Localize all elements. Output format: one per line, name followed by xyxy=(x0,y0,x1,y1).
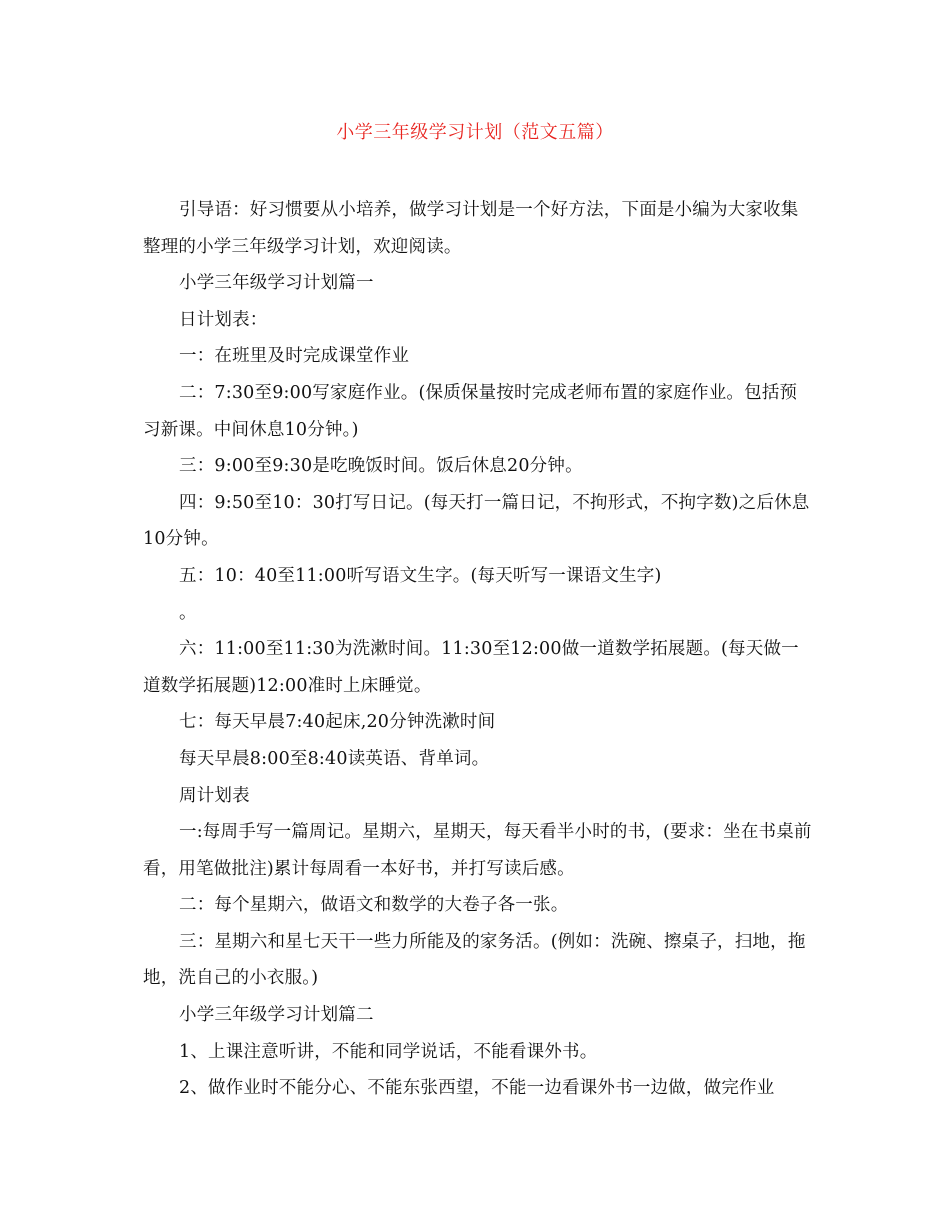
paragraph: 每天早晨8:00至8:40读英语、背单词。 xyxy=(179,748,490,769)
section-heading-2: 小学三年级学习计划篇二 xyxy=(179,1005,374,1026)
paragraph: 三：9:00至9:30是吃晚饭时间。饭后休息20分钟。 xyxy=(179,456,583,477)
paragraph-intro: 引导语：好习惯要从小培养，做学习计划是一个好方法，下面是小编为大家收集整理的小学三年级学习计划，欢迎阅读。 xyxy=(143,200,799,257)
section-heading-1: 小学三年级学习计划篇一 xyxy=(179,273,374,294)
paragraph: 周计划表 xyxy=(179,785,250,806)
paragraph: 五：10：40至11:00听写语文生字。(每天听写一课语文生字) xyxy=(179,565,662,586)
document-title: 小学三年级学习计划（范文五篇） xyxy=(336,122,614,143)
paragraph: 七：每天早晨7:40起床,20分钟洗漱时间 xyxy=(179,712,496,733)
paragraph: 二：7:30至9:00写家庭作业。(保质保量按时完成老师布置的家庭作业。包括预习新课。中间休息10分钟。) xyxy=(143,382,798,440)
paragraph: 2、做作业时不能分心、不能东张西望，不能一边看课外书一边做，做完作业 xyxy=(179,1078,775,1099)
paragraph: 二：每个星期六，做语文和数学的大卷子各一张。 xyxy=(179,895,569,916)
paragraph: 四：9:50至10：30打写日记。(每天打一篇日记，不拘形式，不拘字数)之后休息10分钟。 xyxy=(143,492,810,550)
paragraph: 一：在班里及时完成课堂作业 xyxy=(179,346,410,367)
paragraph: 日计划表： xyxy=(179,309,268,330)
paragraph: 一:每周手写一篇周记。星期六，星期天，每天看半小时的书，(要求：坐在书桌前看，用笔做批注)累计每周看一本好书，并打写读后感。 xyxy=(143,822,812,879)
paragraph: 三：星期六和星七天干一些力所能及的家务活。(例如：洗碗、擦桌子，扫地，拖地，洗自己的小衣服。) xyxy=(143,931,806,989)
document-body xyxy=(143,192,813,1107)
paragraph: 六：11:00至11:30为洗漱时间。11:30至12:00做一道数学拓展题。(每天做一道数学拓展题)12:00准时上床睡觉。 xyxy=(143,639,799,696)
paragraph: 。 xyxy=(179,602,197,623)
paragraph: 1、上课注意听讲，不能和同学说话，不能看课外书。 xyxy=(179,1041,598,1062)
